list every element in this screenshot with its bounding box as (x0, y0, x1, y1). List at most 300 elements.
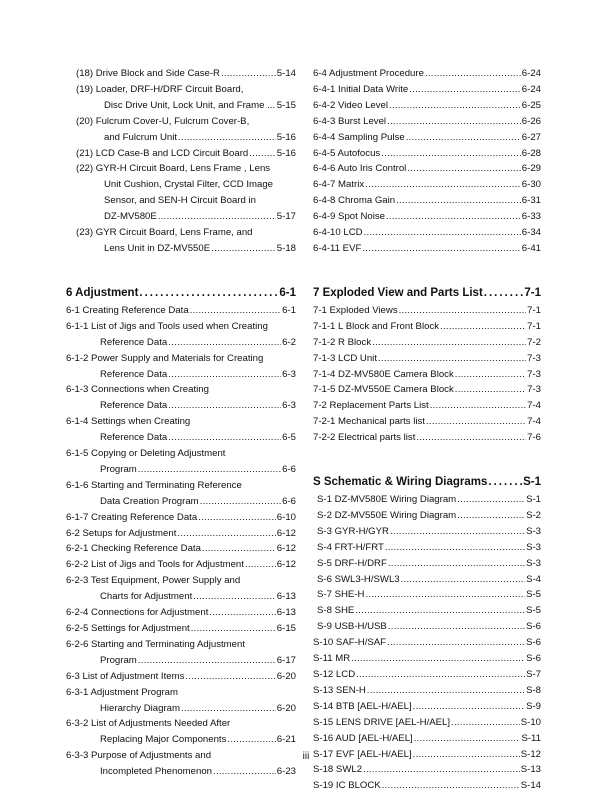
toc-entry-page: S-1 (523, 476, 541, 489)
toc-entry-title: 6-1-5 Copying or Deleting Adjustment (66, 448, 226, 460)
dot-leader (387, 635, 525, 651)
dot-leader (457, 492, 525, 508)
toc-entry[interactable] (313, 492, 541, 508)
toc-entry[interactable] (66, 478, 296, 494)
dot-leader (386, 209, 521, 225)
dot-leader (399, 303, 527, 319)
dot-leader (363, 762, 520, 778)
toc-entry-title: 6-2-4 Connections for Adjustment (66, 607, 209, 619)
toc-entry-title: Reference Data (100, 368, 168, 380)
toc-entry[interactable] (313, 635, 541, 651)
toc-entry-page: S-3 (526, 541, 541, 553)
toc-entry-page: S-13 (520, 764, 541, 776)
toc-entry[interactable] (313, 382, 541, 398)
dot-leader (198, 510, 276, 526)
toc-entry-title: S-8 SHE (317, 605, 355, 617)
toc-entry-page: 7-2 (527, 336, 541, 348)
toc-entry-page: 6-10 (276, 511, 296, 523)
toc-entry-title: 7-1-3 LCD Unit (313, 352, 377, 364)
toc-entry-page: S-9 (526, 700, 541, 712)
toc-section-heading[interactable] (313, 285, 541, 301)
toc-entry[interactable] (66, 462, 296, 478)
dot-leader (190, 303, 281, 319)
dot-leader (185, 669, 275, 685)
toc-entry-title: 7-2-2 Electrical parts list (313, 432, 416, 444)
dot-leader (381, 146, 521, 162)
toc-entry-title: S-18 SWL2 (313, 764, 363, 776)
toc-entry[interactable] (66, 225, 296, 241)
toc-entry-title: 6-3-3 Purpose of Adjustments and (66, 750, 212, 762)
toc-entry[interactable] (66, 367, 296, 383)
dot-leader (193, 589, 276, 605)
toc-entry-title: (23) GYR Circuit Board, Lens Frame, and (76, 227, 253, 239)
toc-entry-page: 6-30 (521, 179, 541, 191)
toc-entry-page: S-3 (526, 525, 541, 537)
toc-entry[interactable] (313, 66, 541, 82)
toc-entry[interactable] (66, 510, 296, 526)
toc-entry-page: 7-3 (527, 368, 541, 380)
dot-leader (191, 621, 276, 637)
toc-entry-title: Program (100, 463, 137, 475)
toc-entry-title: 6-4-9 Spot Noise (313, 211, 385, 223)
toc-entry-page: S-5 (526, 605, 541, 617)
toc-entry-title: and Fulcrum Unit (104, 131, 178, 143)
toc-entry-page: 5-15 (276, 99, 296, 111)
toc-entry-page: 6-13 (276, 607, 296, 619)
toc-entry-page: S-10 (520, 716, 541, 728)
toc-entry-title: 6-4-1 Initial Data Write (313, 83, 409, 95)
toc-entry-title: 6-2-5 Settings for Adjustment (66, 623, 190, 634)
toc-entry-title: 6-3-1 Adjustment Program (66, 686, 178, 698)
toc-entry-page: 6-24 (521, 83, 541, 95)
toc-entry-title: 7 Exploded View and Parts List (313, 286, 483, 299)
toc-entry-title: 6 Adjustment (66, 286, 139, 299)
toc-entry-title: S Schematic & Wiring Diagrams (313, 476, 488, 489)
toc-entry[interactable] (313, 130, 541, 146)
toc-entry-page: S-8 (526, 684, 541, 696)
dot-leader (351, 651, 525, 667)
dot-leader (158, 209, 276, 225)
toc-entry[interactable] (66, 605, 296, 621)
toc-entry-page: 6-29 (521, 163, 541, 175)
dot-leader (221, 66, 276, 82)
toc-entry-title: 7-1-1 L Block and Front Block (313, 320, 440, 332)
toc-entry-title: 6-4-5 Autofocus (313, 147, 381, 159)
toc-entry-page: 6-33 (521, 211, 541, 223)
toc-entry[interactable] (313, 603, 541, 619)
toc-entry-page: S-12 (520, 748, 541, 760)
dot-leader (378, 351, 526, 367)
toc-entry[interactable] (66, 446, 296, 462)
toc-entry[interactable] (66, 177, 296, 193)
dot-leader (211, 241, 276, 257)
toc-entry[interactable] (313, 524, 541, 540)
toc-entry-page: 6-23 (276, 766, 296, 778)
dot-leader (372, 335, 526, 351)
toc-entry-title: 7-2-1 Mechanical parts list (313, 416, 425, 428)
toc-entry[interactable] (66, 494, 296, 510)
toc-entry-title: S-14 BTB [AEL-H/AEL] (313, 700, 412, 712)
dot-leader (355, 603, 525, 619)
toc-entry[interactable] (313, 82, 541, 98)
dot-leader (414, 731, 521, 747)
toc-entry-title: S-9 USB-H/USB (317, 621, 387, 633)
toc-entry[interactable] (313, 715, 541, 731)
toc-entry-page: 6-25 (521, 99, 541, 111)
toc-entry[interactable] (66, 319, 296, 335)
toc-entry-page: 6-26 (521, 115, 541, 127)
toc-entry[interactable] (66, 303, 296, 319)
toc-section-heading[interactable] (313, 474, 541, 490)
toc-entry-page: 6-27 (521, 131, 541, 143)
toc-entry-title: S-16 AUD [AEL-H/AEL] (313, 732, 413, 744)
toc-entry[interactable] (313, 177, 541, 193)
toc-entry[interactable] (313, 367, 541, 383)
toc-entry-title: Data Creation Program (100, 495, 199, 507)
toc-entry[interactable] (313, 667, 541, 683)
toc-entry[interactable] (313, 209, 541, 225)
dot-leader (178, 130, 276, 146)
dot-leader (387, 114, 521, 130)
toc-entry[interactable] (313, 146, 541, 162)
section-gap (313, 446, 541, 462)
toc-entry[interactable] (313, 193, 541, 209)
dot-leader (138, 653, 276, 669)
toc-entry-title: S-1 DZ-MV580E Wiring Diagram (317, 494, 457, 506)
toc-entry-title: Reference Data (100, 400, 168, 412)
toc-entry[interactable] (313, 587, 541, 603)
toc-entry-title: (21) LCD Case-B and LCD Circuit Board (76, 147, 249, 159)
toc-entry[interactable] (66, 66, 296, 82)
toc-entry-title: Hierarchy Diagram (100, 702, 180, 714)
toc-entry-title: 6-2-3 Test Equipment, Power Supply and (66, 575, 241, 587)
dot-leader (455, 382, 526, 398)
toc-entry-title: 6-2-1 Checking Reference Data (66, 543, 201, 555)
dot-leader (416, 430, 526, 446)
toc-entry-page: 7-6 (527, 432, 541, 444)
toc-entry-title: 6-2-2 List of Jigs and Tools for Adjustment (66, 559, 244, 571)
toc-entry-title: S-17 EVF [AEL-H/AEL] (313, 748, 412, 760)
toc-entry-title: 6-1-6 Starting and Terminating Reference (66, 479, 242, 491)
toc-entry[interactable] (66, 637, 296, 653)
toc-entry[interactable] (66, 430, 296, 446)
dot-leader (168, 335, 281, 351)
toc-entry-title: S-5 DRF-H/DRF (317, 557, 387, 569)
toc-entry[interactable] (313, 98, 541, 114)
toc-entry[interactable] (66, 351, 296, 367)
toc-entry-title: DZ-MV580E (104, 211, 157, 223)
toc-entry-page: 5-18 (276, 242, 296, 254)
toc-entry[interactable] (66, 701, 296, 717)
dot-leader (406, 130, 521, 146)
toc-entry-page: S-5 (526, 589, 541, 601)
toc-entry-page: 6-6 (282, 495, 296, 507)
toc-entry-title: 6-3 List of Adjustment Items (66, 670, 185, 682)
toc-entry-title: 6-1-4 Settings when Creating (66, 416, 191, 428)
dot-leader (168, 367, 281, 383)
toc-entry-title: 7-1-2 R Block (313, 336, 372, 348)
toc-entry[interactable] (313, 430, 541, 446)
toc-entry[interactable] (313, 508, 541, 524)
page-number: iii (302, 751, 310, 762)
toc-entry[interactable] (313, 540, 541, 556)
toc-entry-title: 6-4-10 LCD (313, 227, 363, 239)
toc-entry-page: S-11 (521, 732, 541, 744)
dot-leader (365, 587, 525, 603)
dot-leader (200, 494, 281, 510)
section-gap (313, 257, 541, 273)
toc-entry-page: 5-14 (276, 68, 296, 79)
dot-leader (430, 398, 526, 414)
toc-entry[interactable] (66, 716, 296, 732)
toc-entry-title: S-3 GYR-H/GYR (317, 525, 389, 537)
dot-leader (227, 732, 275, 748)
toc-entry[interactable] (66, 146, 296, 162)
toc-entry-page: 5-16 (276, 131, 296, 143)
toc-entry-page: 6-41 (521, 242, 541, 254)
dot-leader (139, 285, 278, 301)
toc-entry-title: S-6 SWL3-H/SWL3 (317, 573, 400, 585)
toc-entry-title: 6-1-7 Creating Reference Data (66, 511, 198, 523)
toc-entry-page: 6-20 (276, 702, 296, 714)
toc-entry-page: 6-15 (276, 623, 296, 634)
dot-leader (440, 319, 526, 335)
toc-entry-title: 6-4 Adjustment Procedure (313, 68, 424, 79)
toc-entry[interactable] (66, 621, 296, 637)
dot-leader (413, 699, 525, 715)
toc-entry-title: S-13 SEN-H (313, 684, 366, 696)
toc-entry-title: S-2 DZ-MV550E Wiring Diagram (317, 509, 457, 521)
toc-entry-title: 6-2 Setups for Adjustment (66, 527, 177, 539)
toc-entry-page: 6-34 (521, 227, 541, 239)
toc-entry-page: 6-12 (276, 559, 296, 571)
toc-entry-title: 6-4-8 Chroma Gain (313, 195, 396, 207)
toc-entry-page: 5-16 (276, 147, 296, 159)
toc-entry[interactable] (313, 762, 541, 778)
dot-leader (138, 462, 281, 478)
toc-entry-page: S-2 (526, 509, 541, 521)
toc-entry-title: 6-4-3 Burst Level (313, 115, 387, 127)
dot-leader (249, 146, 276, 162)
toc-entry-page: 7-3 (527, 352, 541, 364)
toc-entry-title: Replacing Major Components (100, 734, 227, 746)
toc-entry-title: 7-1-4 DZ-MV580E Camera Block (313, 368, 454, 380)
toc-entry-page: 7-4 (527, 416, 541, 428)
toc-entry-title: 6-3-2 List of Adjustments Needed After (66, 718, 231, 730)
toc-entry-page: 6-24 (521, 68, 541, 79)
dot-leader (457, 508, 525, 524)
toc-entry[interactable] (313, 319, 541, 335)
toc-entry[interactable] (66, 193, 296, 209)
toc-entry[interactable] (66, 526, 296, 542)
toc-entry-page: S-6 (526, 653, 541, 665)
toc-entry[interactable] (66, 241, 296, 257)
toc-entry-page: 6-17 (276, 654, 296, 666)
toc-entry-page: 6-28 (521, 147, 541, 159)
dot-leader (390, 524, 525, 540)
toc-entry-title: Disc Drive Unit, Lock Unit, and Frame ... (104, 99, 276, 111)
toc-entry-page: 7-3 (527, 384, 541, 396)
dot-leader (209, 605, 275, 621)
dot-leader (389, 98, 521, 114)
toc-entry-page: 6-1 (282, 304, 296, 316)
toc-entry[interactable] (66, 161, 296, 177)
toc-entry-page: S-7 (526, 669, 541, 680)
toc-entry[interactable] (66, 114, 296, 130)
toc-entry[interactable] (313, 699, 541, 715)
toc-entry[interactable] (313, 335, 541, 351)
toc-entry-title: 6-1-3 Connections when Creating (66, 384, 209, 396)
toc-entry-page: S-14 (520, 780, 541, 792)
toc-entry[interactable] (66, 653, 296, 669)
toc-entry[interactable] (313, 398, 541, 414)
dot-leader (488, 474, 522, 490)
toc-entry-page: 6-3 (282, 400, 296, 412)
toc-entry[interactable] (66, 732, 296, 748)
toc-entry-title: Reference Data (100, 432, 168, 444)
dot-leader (409, 82, 521, 98)
toc-entry-title: S-10 SAF-H/SAF (313, 637, 387, 649)
dot-leader (396, 193, 521, 209)
toc-entry[interactable] (313, 731, 541, 747)
toc-entry-title: 6-2-6 Starting and Terminating Adjustment (66, 638, 246, 650)
dot-leader (401, 572, 525, 588)
toc-entry-page: 6-20 (276, 670, 296, 682)
toc-entry-title: (19) Loader, DRF-H/DRF Circuit Board, (76, 83, 244, 95)
toc-entry[interactable] (313, 303, 541, 319)
toc-entry-title: 6-4-6 Auto Iris Control (313, 163, 407, 175)
dot-leader (202, 541, 276, 557)
toc-entry[interactable] (66, 589, 296, 605)
dot-leader (425, 66, 521, 82)
toc-entry-page: 5-17 (276, 211, 296, 223)
dot-leader (365, 177, 521, 193)
dot-leader (181, 701, 276, 717)
toc-entry[interactable] (313, 619, 541, 635)
dot-leader (213, 764, 276, 780)
dot-leader (484, 285, 524, 301)
toc-entry[interactable] (66, 669, 296, 685)
dot-leader (388, 619, 525, 635)
toc-entry-title: 7-1 Exploded Views (313, 304, 398, 316)
toc-entry-page: 6-6 (282, 463, 296, 475)
dot-leader (168, 430, 281, 446)
toc-entry-title: 6-4-2 Video Level (313, 99, 389, 111)
toc-entry-title: (18) Drive Block and Side Case-R (76, 68, 220, 79)
toc-entry-page: 7-1 (527, 320, 541, 332)
toc-entry-title: 7-2 Replacement Parts List (313, 400, 429, 412)
toc-entry-page: 6-5 (282, 432, 296, 444)
toc-entry[interactable] (66, 764, 296, 780)
toc-entry-page: 6-1 (279, 286, 296, 299)
toc-entry[interactable] (66, 557, 296, 573)
toc-entry-title: Reference Data (100, 336, 168, 348)
toc-entry-title: Program (100, 654, 137, 666)
toc-entry-page: 7-4 (527, 400, 541, 412)
toc-entry-page: 6-31 (521, 195, 541, 207)
toc-entry[interactable] (66, 82, 296, 98)
toc-entry-page: 6-12 (276, 543, 296, 555)
toc-entry-page: 6-2 (282, 336, 296, 348)
dot-leader (385, 540, 525, 556)
dot-leader (364, 225, 521, 241)
toc-entry-page: S-6 (526, 621, 541, 633)
toc-entry-title: Sensor, and SEN-H Circuit Board in (104, 195, 256, 207)
dot-leader (455, 367, 526, 383)
toc-entry-page: 7-1 (527, 304, 541, 316)
toc-entry-title: 6-1-2 Power Supply and Materials for Creating (66, 352, 264, 364)
toc-entry-title: 6-1-1 List of Jigs and Tools used when Creating (66, 320, 268, 332)
toc-entry[interactable] (66, 98, 296, 114)
toc-left-column (66, 66, 296, 780)
section-gap (66, 257, 296, 273)
toc-entry[interactable] (66, 382, 296, 398)
dot-leader (356, 667, 525, 683)
dot-leader (388, 556, 525, 572)
toc-entry[interactable] (313, 114, 541, 130)
toc-entry-page: 6-12 (276, 527, 296, 539)
toc-entry-page: S-1 (526, 494, 541, 506)
toc-entry[interactable] (313, 572, 541, 588)
toc-entry-page: 6-21 (276, 734, 296, 746)
toc-entry-title: 6-4-4 Sampling Pulse (313, 131, 405, 143)
toc-entry-title: S-15 LENS DRIVE [AEL-H/AEL] (313, 716, 451, 728)
toc-entry[interactable] (313, 556, 541, 572)
toc-right-column (313, 66, 541, 794)
toc-entry[interactable] (313, 414, 541, 430)
toc-entry-title: S-4 FRT-H/FRT (317, 541, 384, 553)
toc-entry[interactable] (66, 398, 296, 414)
toc-entry[interactable] (66, 414, 296, 430)
dot-leader (407, 161, 520, 177)
toc-entry[interactable] (313, 161, 541, 177)
toc-entry-page: 7-1 (524, 286, 541, 299)
toc-entry[interactable] (66, 130, 296, 146)
toc-entry[interactable] (313, 683, 541, 699)
toc-entry-page: 6-13 (276, 591, 296, 603)
toc-section-heading[interactable] (66, 285, 296, 301)
toc-entry[interactable] (66, 541, 296, 557)
toc-entry-title: Lens Unit in DZ-MV550E (104, 242, 211, 254)
toc-entry-title: 6-4-11 EVF (313, 242, 362, 254)
toc-entry-title: S-19 IC BLOCK (313, 780, 381, 792)
toc-entry[interactable] (66, 573, 296, 589)
dot-leader (362, 241, 520, 257)
dot-leader (245, 557, 276, 573)
toc-entry-title: 6-4-7 Matrix (313, 179, 365, 191)
toc-entry-title: S-11 MR (313, 653, 351, 665)
dot-leader (451, 715, 520, 731)
toc-entry-page: S-4 (526, 573, 541, 585)
dot-leader (426, 414, 526, 430)
toc-entry-title: Incompleted Phenomenon (100, 766, 213, 778)
toc-entry[interactable] (313, 351, 541, 367)
toc-entry[interactable] (313, 651, 541, 667)
toc-entry-title: S-12 LCD (313, 669, 356, 680)
toc-entry-title: 6-1 Creating Reference Data (66, 304, 189, 316)
toc-entry-page: S-3 (526, 557, 541, 569)
dot-leader (367, 683, 525, 699)
toc-entry-title: Charts for Adjustment (100, 591, 193, 603)
toc-entry-page: S-6 (526, 637, 541, 649)
toc-entry-title: 7-1-5 DZ-MV550E Camera Block (313, 384, 454, 396)
toc-entry[interactable] (313, 241, 541, 257)
toc-entry[interactable] (66, 685, 296, 701)
toc-entry[interactable] (66, 335, 296, 351)
toc-entry[interactable] (66, 209, 296, 225)
toc-entry[interactable] (313, 225, 541, 241)
toc-entry-title: (20) Fulcrum Cover-U, Fulcrum Cover-B, (76, 115, 250, 127)
